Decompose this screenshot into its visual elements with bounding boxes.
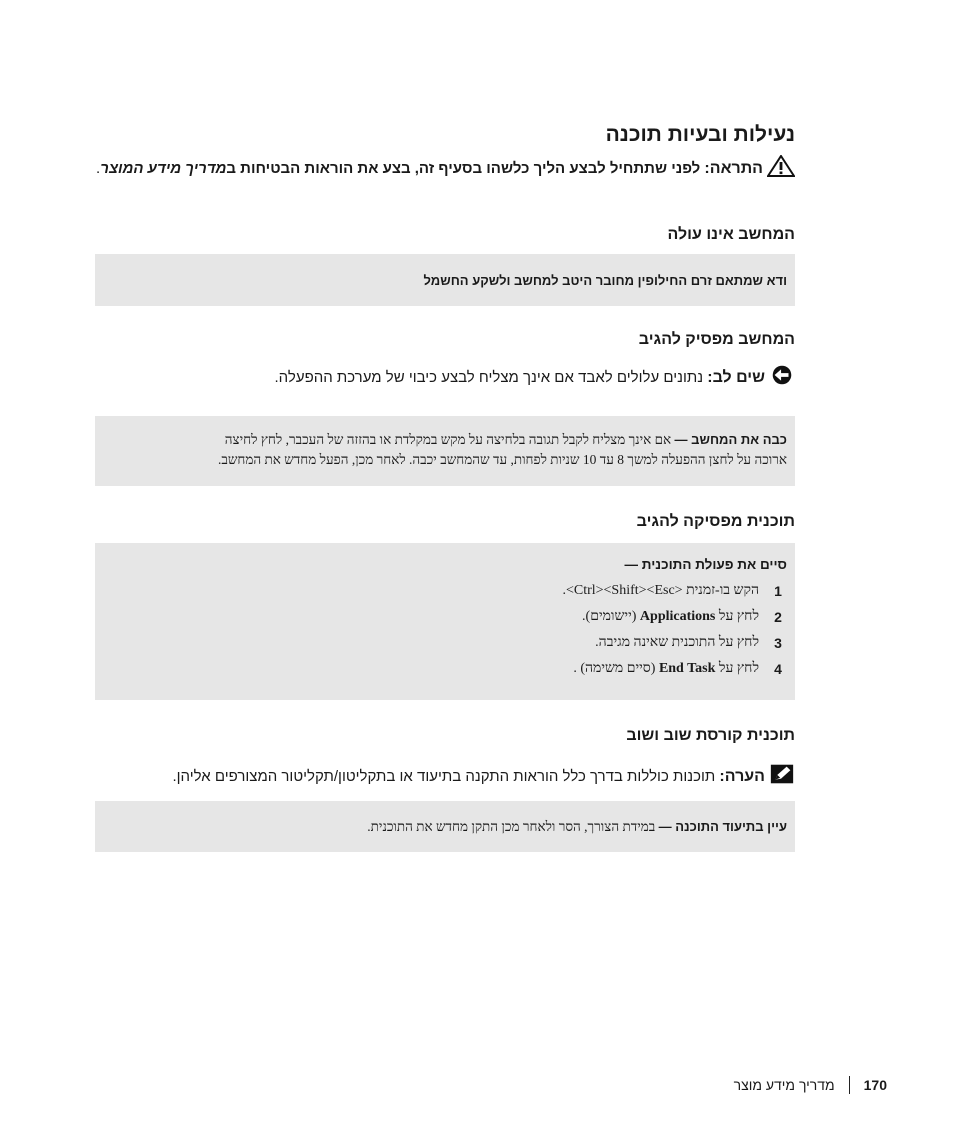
note-install (95, 763, 795, 788)
step-text: הקש בו-זמנית <Ctrl><Shift><Esc>. (562, 583, 759, 598)
shutdown-line1: אם אינך מצליח לקבל תגובה בלחיצה על מקש במקלדת או בהזזה של העכבר, לחץ לחיצה (224, 432, 675, 447)
page-title: נעילות ובעיות תוכנה (605, 123, 795, 146)
warning-icon (767, 155, 795, 177)
caution-text: לפני שתתחיל לבצע הליך כלשהו בסעיף זה, בצע את הוראות הבטיחות ב (226, 160, 701, 177)
solution-power-text: ודא שמתאם זרם החילופין מחובר היטב למחשב ולשקע החשמל (423, 272, 787, 288)
steps-list (103, 578, 787, 682)
note-text: תוכנות כוללות בדרך כלל הוראות התקנה בתיעוד או בתקליטון/תקליטור המצורפים אליהן. (172, 768, 716, 785)
step-text: לחץ על Applications (יישומים). (582, 609, 759, 624)
solution-box-reinstall (95, 801, 795, 852)
step-item (103, 604, 787, 630)
reinstall-bold: עיין בתיעוד התוכנה — (658, 818, 787, 834)
caution-notice (95, 155, 795, 180)
step-text: לחץ על התוכנית שאינה מגיבה. (595, 635, 759, 650)
note-label: הערה: (719, 768, 765, 785)
notice-data-loss (95, 364, 795, 389)
footer-guide-title: מדריך מידע מוצר (733, 1077, 835, 1093)
footer-divider (849, 1076, 850, 1094)
step-item (103, 578, 787, 604)
page-number: 170 (863, 1077, 887, 1093)
shutdown-line2: ארוכה על לחצן ההפעלה למשך 8 עד 10 שניות לפחות, עד שהמחשב יכבה. לאחר מכן, הפעל מחדש את המחשב. (217, 452, 787, 467)
section-title-program-hang: תוכנית מפסיקה להגיב (636, 513, 795, 530)
step-number: 1 (774, 583, 782, 599)
caution-end: . (96, 160, 101, 177)
step-number: 4 (774, 661, 782, 677)
solution-box-end-task (95, 543, 795, 700)
end-task-title: סיים את פעולת התוכנית — (624, 557, 787, 572)
page-footer (707, 1076, 887, 1094)
notice-arrow-icon (769, 364, 795, 386)
section-title-program-crash: תוכנית קורסת שוב ושוב (626, 727, 795, 744)
step-item (103, 630, 787, 656)
caution-guide: מדריך מידע המוצר (100, 160, 227, 177)
reinstall-text: במידת הצורך, הסר ולאחר מכן התקן מחדש את התוכנית. (367, 818, 659, 834)
solution-box-power (95, 254, 795, 306)
section-title-not-responding: המחשב מפסיק להגיב (638, 331, 795, 348)
step-number: 3 (774, 635, 782, 651)
step-number: 2 (774, 609, 782, 625)
caution-label: התראה: (704, 160, 763, 177)
notice-label: שים לב: (707, 369, 765, 386)
step-text: לחץ על End Task (סיים משימה) . (573, 661, 759, 676)
note-pencil-icon (769, 763, 795, 785)
solution-box-shutdown (95, 416, 795, 486)
step-item (103, 656, 787, 682)
notice-text: נתונים עלולים לאבד אם אינך מצליח לבצע כיבוי של מערכת ההפעלה. (274, 369, 704, 386)
shutdown-bold: כבה את המחשב — (674, 432, 787, 447)
section-title-no-boot: המחשב אינו עולה (667, 226, 795, 243)
